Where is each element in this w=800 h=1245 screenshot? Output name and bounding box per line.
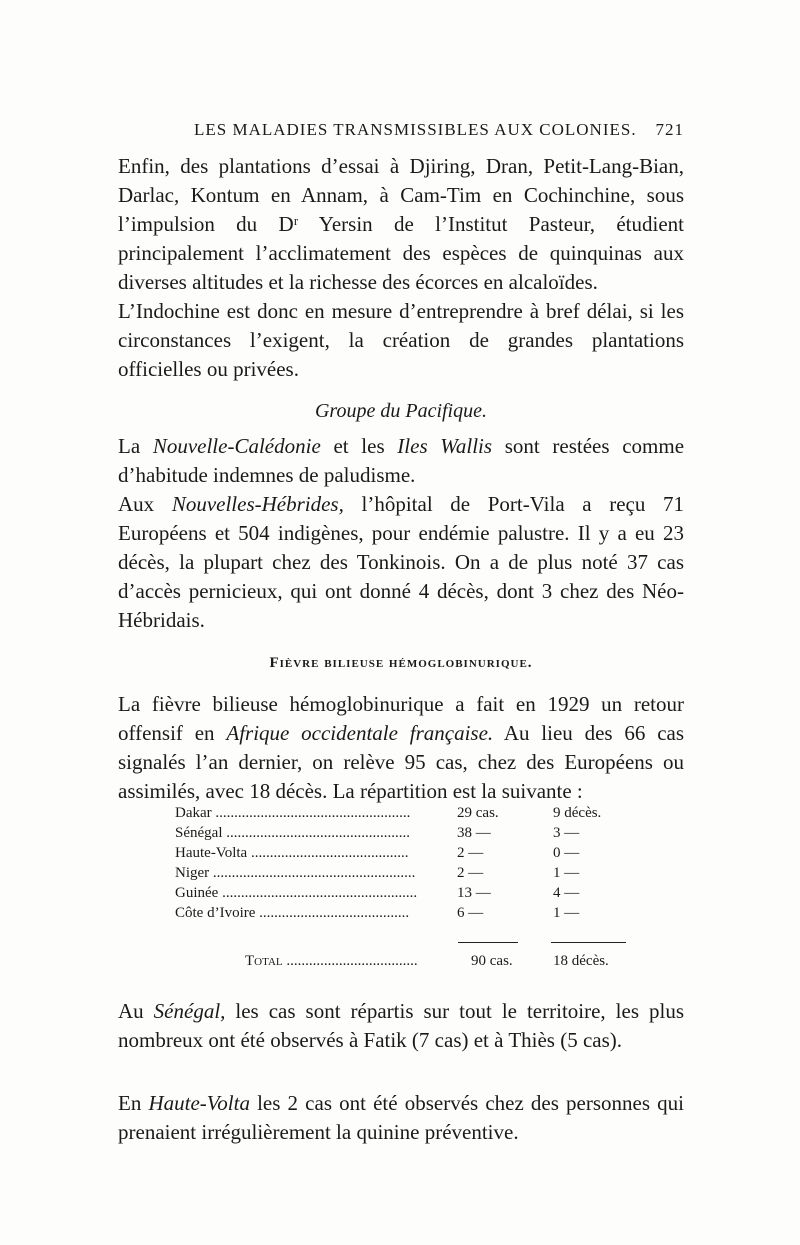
- row-cases: 2 —: [457, 865, 484, 881]
- total-rule-cases: [458, 942, 518, 943]
- row-label: Niger ......................................................: [175, 865, 416, 881]
- place-nouvelle-caledonie: Nouvelle-Calédonie: [152, 434, 321, 458]
- row-deces: 9 décès.: [553, 805, 602, 821]
- row-deces: 3 —: [553, 825, 580, 841]
- row-cases: 2 —: [457, 845, 484, 861]
- table-row: [175, 825, 655, 845]
- paragraph-senegal: Au Sénégal, les cas sont répartis sur tout le territoire, les plus nombreux ont été observés à Fatik (7 cas) et à Thiès (5 cas).: [118, 999, 685, 1052]
- place-senegal: Sénégal,: [153, 999, 226, 1023]
- row-label: Guinée ....................................................: [175, 885, 418, 901]
- paragraph-nouvelle-caledonie: La Nouvelle-Calédonie et les Iles Wallis sont restées comme d’habitude indemnes de paludisme.: [118, 434, 685, 487]
- total-label: Total ...................................: [245, 953, 418, 969]
- place-nouvelles-hebrides: Nouvelles-Hébrides,: [171, 492, 344, 516]
- header-title: LES MALADIES TRANSMISSIBLES AUX COLONIES.: [194, 120, 637, 139]
- paragraph-haute-volta: En Haute-Volta les 2 cas ont été observés chez des personnes qui prenaient irrégulièrement la quinine préventive.: [118, 1091, 685, 1144]
- place-iles-wallis: Iles Wallis: [397, 434, 493, 458]
- row-cases: 29 cas.: [457, 805, 499, 821]
- row-deces: 4 —: [553, 885, 580, 901]
- row-deces: 1 —: [553, 865, 580, 881]
- row-cases: 13 —: [457, 885, 491, 901]
- table-row: [175, 845, 655, 865]
- page-number: 721: [655, 120, 684, 139]
- row-cases: 38 —: [457, 825, 491, 841]
- section-heading-fievre: Fièvre bilieuse hémoglobinurique.: [269, 655, 533, 671]
- row-deces: 1 —: [553, 905, 580, 921]
- paragraph-nouvelles-hebrides: Aux Nouvelles-Hébrides, l’hôpital de Port-Vila a reçu 71 Européens et 504 indigènes, pour endémie palustre. Il y a eu 23 décès, la plupart chez des Tonkinois. On a de plus noté 37 cas d’accès pernicieux, qui ont donné 4 décès, dont 3 chez des Néo-Hébridais.: [118, 492, 684, 632]
- row-deces: 0 —: [553, 845, 580, 861]
- place-haute-volta: Haute-Volta: [148, 1091, 250, 1115]
- table-row: [175, 865, 655, 885]
- place-afrique-occidentale: Afrique occidentale française.: [226, 721, 494, 745]
- table-row: [175, 885, 655, 905]
- paragraph-fievre-bilieuse: La fièvre bilieuse hémoglobinurique a fait en 1929 un retour offensif en Afrique occidentale française. Au lieu des 66 cas signalés l’an dernier, on relève 95 cas, chez des Européens ou assimilés, avec 18 décès. La répartition est la suivante :: [118, 692, 685, 803]
- paragraph-indochine: L’Indochine est donc en mesure d’entreprendre à bref délai, si les circonstances l’exigent, la création de grandes plantations officielles ou privées.: [118, 299, 684, 381]
- row-label: Haute-Volta ..........................................: [175, 845, 409, 861]
- row-label: Sénégal .................................................: [175, 825, 410, 841]
- row-cases: 6 —: [457, 905, 484, 921]
- row-label: Côte d’Ivoire ........................................: [175, 905, 410, 921]
- table-row: [175, 805, 655, 825]
- row-label: Dakar ....................................................: [175, 805, 411, 821]
- table-row: [175, 905, 655, 925]
- section-heading-pacifique: Groupe du Pacifique.: [314, 400, 487, 422]
- total-rule-deces: [551, 942, 626, 943]
- table-total-row: [175, 953, 655, 975]
- total-cases: 90 cas.: [471, 953, 513, 969]
- repartition-table: [175, 805, 655, 969]
- total-deces: 18 décès.: [553, 953, 609, 969]
- paragraph-plantations: Enfin, des plantations d’essai à Djiring, Dran, Petit-Lang-Bian, Darlac, Kontum en Annam, à Cam-Tim en Cochinchine, sous l’impulsion du Dʳ Yersin de l’Institut Pasteur, étudient principalement l’acclimatement des espèces de quinquinas aux diverses altitudes et la richesse des écorces en alcaloïdes.: [118, 154, 684, 294]
